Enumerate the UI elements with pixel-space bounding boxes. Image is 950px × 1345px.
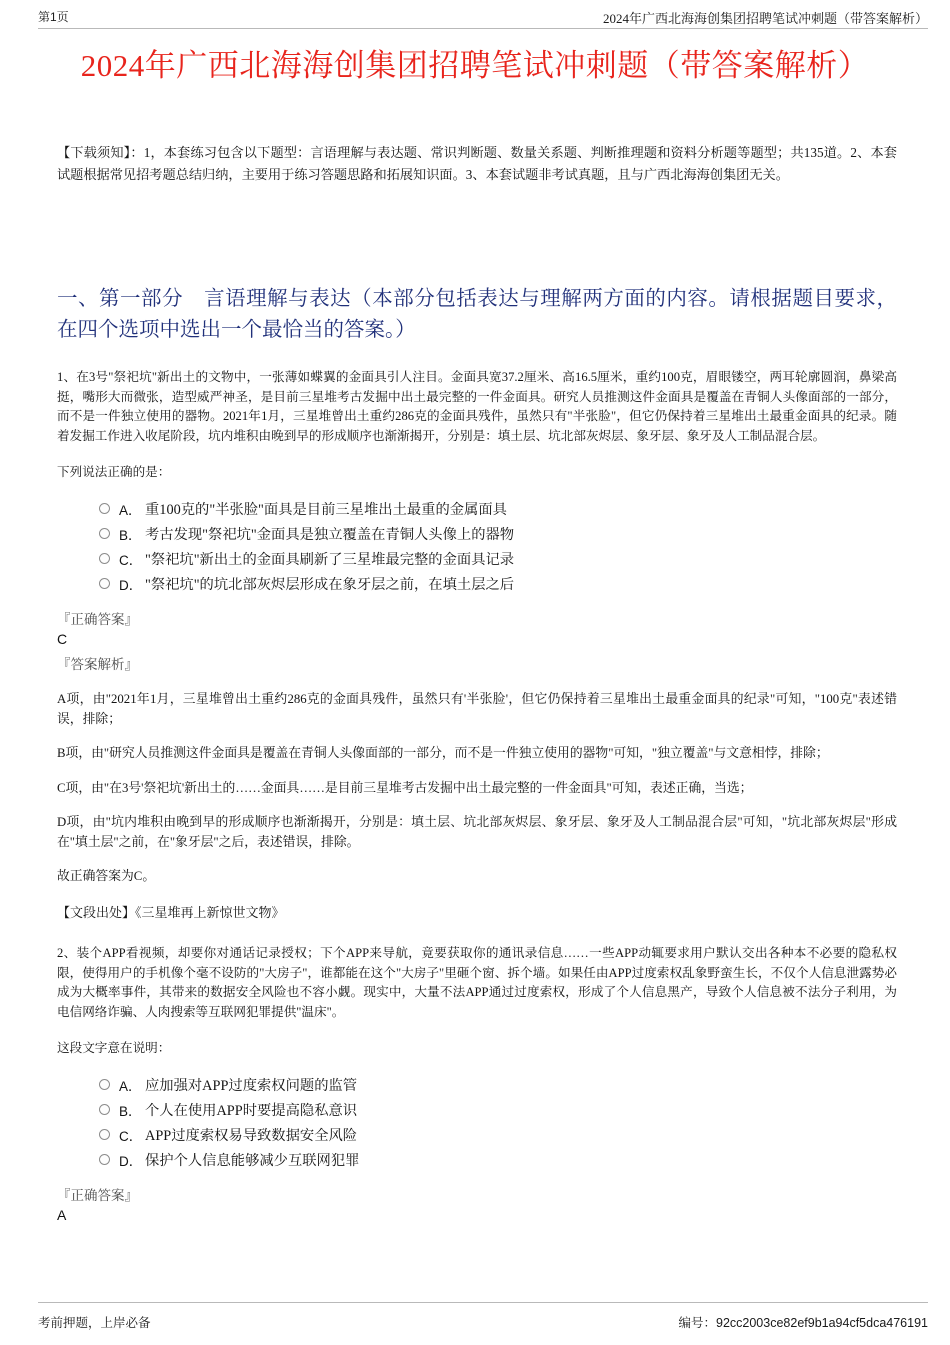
explanation-paragraph: C项，由"在3号'祭祀坑'新出土的……金面具……是目前三星堆考古发掘中出土最完整的一件金面具"可知，表述正确，当选；: [57, 780, 753, 795]
footer-serial: [678, 1313, 928, 1331]
option-list: [99, 1072, 897, 1172]
radio-button-icon[interactable]: [99, 1079, 110, 1090]
option-text: 保护个人信息能够减少互联网犯罪: [145, 1152, 360, 1169]
header-divider: [38, 28, 928, 29]
document-content: [57, 142, 897, 1225]
option-row[interactable]: [99, 546, 897, 571]
radio-button-icon[interactable]: [99, 1104, 110, 1115]
option-row[interactable]: [99, 1147, 897, 1172]
correct-answer-label: 『正确答案』: [57, 612, 138, 627]
radio-button-icon[interactable]: [99, 553, 110, 564]
footer-slogan: 考前押题，上岸必备: [38, 1316, 151, 1330]
option-text: APP过度索权易导致数据安全风险: [145, 1127, 358, 1144]
option-row[interactable]: [99, 496, 897, 521]
question-prompt: 下列说法正确的是：: [57, 465, 171, 479]
answer-explanation-label: 『答案解析』: [57, 657, 138, 672]
passage-source: 【文段出处】《三星堆再上新惊世文物》: [57, 904, 285, 920]
correct-answer-value: A: [57, 1207, 67, 1223]
radio-button-icon[interactable]: [99, 503, 110, 514]
option-letter: D．: [119, 1153, 143, 1169]
section-heading: 一、第一部分 言语理解与表达（本部分包括表达与理解两方面的内容。请根据题目要求，在四个选项中选出一个最恰当的答案。）: [57, 288, 897, 341]
serial-value: 92cc2003ce82ef9b1a94cf5dca476191: [716, 1316, 928, 1330]
footer-divider: [38, 1302, 928, 1303]
option-letter: C．: [119, 552, 143, 568]
option-text: 重100克的"半张脸"面具是目前三星堆出土最重的金属面具: [145, 501, 507, 518]
download-notice: 【下载须知】：1，本套练习包含以下题型：言语理解与表达题、常识判断题、数量关系题、判断推理题和资料分析题等题型；共135道。2、本套试题根据常见招考题总结归纳，主要用于练习答题思路和拓展知识面。3、本套试题非考试真题，且与广西北海海创集团无关。: [57, 145, 897, 182]
option-text: "祭祀坑"的坑北部灰烬层形成在象牙层之前，在填土层之后: [145, 576, 515, 593]
radio-button-icon[interactable]: [99, 528, 110, 539]
running-header: [38, 8, 928, 30]
radio-button-icon[interactable]: [99, 1129, 110, 1140]
option-text: 应加强对APP过度索权问题的监管: [145, 1077, 358, 1094]
question-stem: 2、装个APP看视频，却要你对通话记录授权；下个APP来导航，竟要获取你的通讯录信息……一些APP动辄要求用户默认交出各种本不必要的隐私权限，使得用户的手机像个毫不设防的"大房子"，谁都能在这个"大房子"里砸个窗、拆个墙。如果任由APP过度索权乱象野蛮生长，不仅个人信息泄露势必成为大概率事件，其带来的数据安全风险也不容小觑。现实中，大量不法APP通过过度索权，形成了个人信息黑产，导致个人信息被不法分子利用，为电信网络诈骗、人肉搜索等互联网犯罪提供"温床"。: [57, 946, 897, 1019]
option-row[interactable]: [99, 571, 897, 596]
explanation-paragraph: B项，由"研究人员推测这件金面具是覆盖在青铜人头像面部的一部分，而不是一件独立使用的器物"可知，"独立覆盖"与文意相悖，排除；: [57, 746, 829, 760]
radio-button-icon[interactable]: [99, 578, 110, 589]
question-block: [57, 368, 897, 922]
option-text: 考古发现"祭祀坑"金面具是独立覆盖在青铜人头像上的器物: [145, 526, 515, 543]
question-stem: 1、在3号"祭祀坑"新出土的文物中，一张薄如蝶翼的金面具引人注目。金面具宽37.2厘米、高16.5厘米，重约100克，眉眼镂空，两耳轮廓圆润，鼻梁高挺，嘴形大而微张，造型威严神圣，是目前三星堆考古发掘中出土最完整的一件金面具。研究人员推测这件金面具是覆盖在青铜人头像面部的一部分，而不是一件独立使用的器物。2021年1月，三星堆曾出土重约286克的金面具残件，虽然只有"半张脸"，但它仍保持着三星堆出土最重金面具的纪录。随着发掘工作进入收尾阶段，坑内堆积由晚到早的形成顺序也渐渐揭开，分别是：填土层、坑北部灰烬层、象牙层、象牙及人工制品混合层。: [57, 370, 897, 443]
correct-answer-label: 『正确答案』: [57, 1188, 138, 1203]
option-letter: D．: [119, 577, 143, 593]
option-row[interactable]: [99, 521, 897, 546]
explanation-conclusion: 故正确答案为C。: [57, 869, 156, 883]
explanation-paragraph: D项，由"坑内堆积由晚到早的形成顺序也渐渐揭开，分别是：填土层、坑北部灰烬层、象牙层、象牙及人工制品混合层"可知，"坑北部灰烬层"形成在"填土层"之前，在"象牙层"之后，表述错误，排除。: [57, 815, 897, 849]
running-footer: [38, 1313, 928, 1331]
option-letter: A．: [119, 502, 142, 518]
page-number-marker: 第1页: [38, 10, 69, 24]
option-list: [99, 496, 897, 596]
option-row[interactable]: [99, 1097, 897, 1122]
option-letter: C．: [119, 1128, 143, 1144]
header-document-title: 2024年广西北海海创集团招聘笔试冲刺题（带答案解析）: [602, 11, 928, 26]
question-block: [57, 944, 897, 1225]
radio-button-icon[interactable]: [99, 1154, 110, 1165]
correct-answer-value: C: [57, 631, 68, 647]
option-row[interactable]: [99, 1072, 897, 1097]
question-prompt: 这段文字意在说明：: [57, 1041, 171, 1055]
option-row[interactable]: [99, 1122, 897, 1147]
option-text: "祭祀坑"新出土的金面具刷新了三星堆最完整的金面具记录: [145, 551, 515, 568]
page-title: 2024年广西北海海创集团招聘笔试冲刺题（带答案解析）: [80, 48, 870, 83]
serial-label: 编号：: [678, 1316, 716, 1330]
option-letter: B．: [119, 1103, 142, 1119]
option-letter: A．: [119, 1078, 142, 1094]
option-letter: B．: [119, 527, 142, 543]
option-text: 个人在使用APP时要提高隐私意识: [145, 1102, 358, 1119]
explanation-paragraph: A项，由"2021年1月，三星堆曾出土重约286克的金面具残件，虽然只有'半张脸'，但它仍保持着三星堆出土最重金面具的纪录"可知，"100克"表述错误，排除；: [57, 692, 897, 726]
